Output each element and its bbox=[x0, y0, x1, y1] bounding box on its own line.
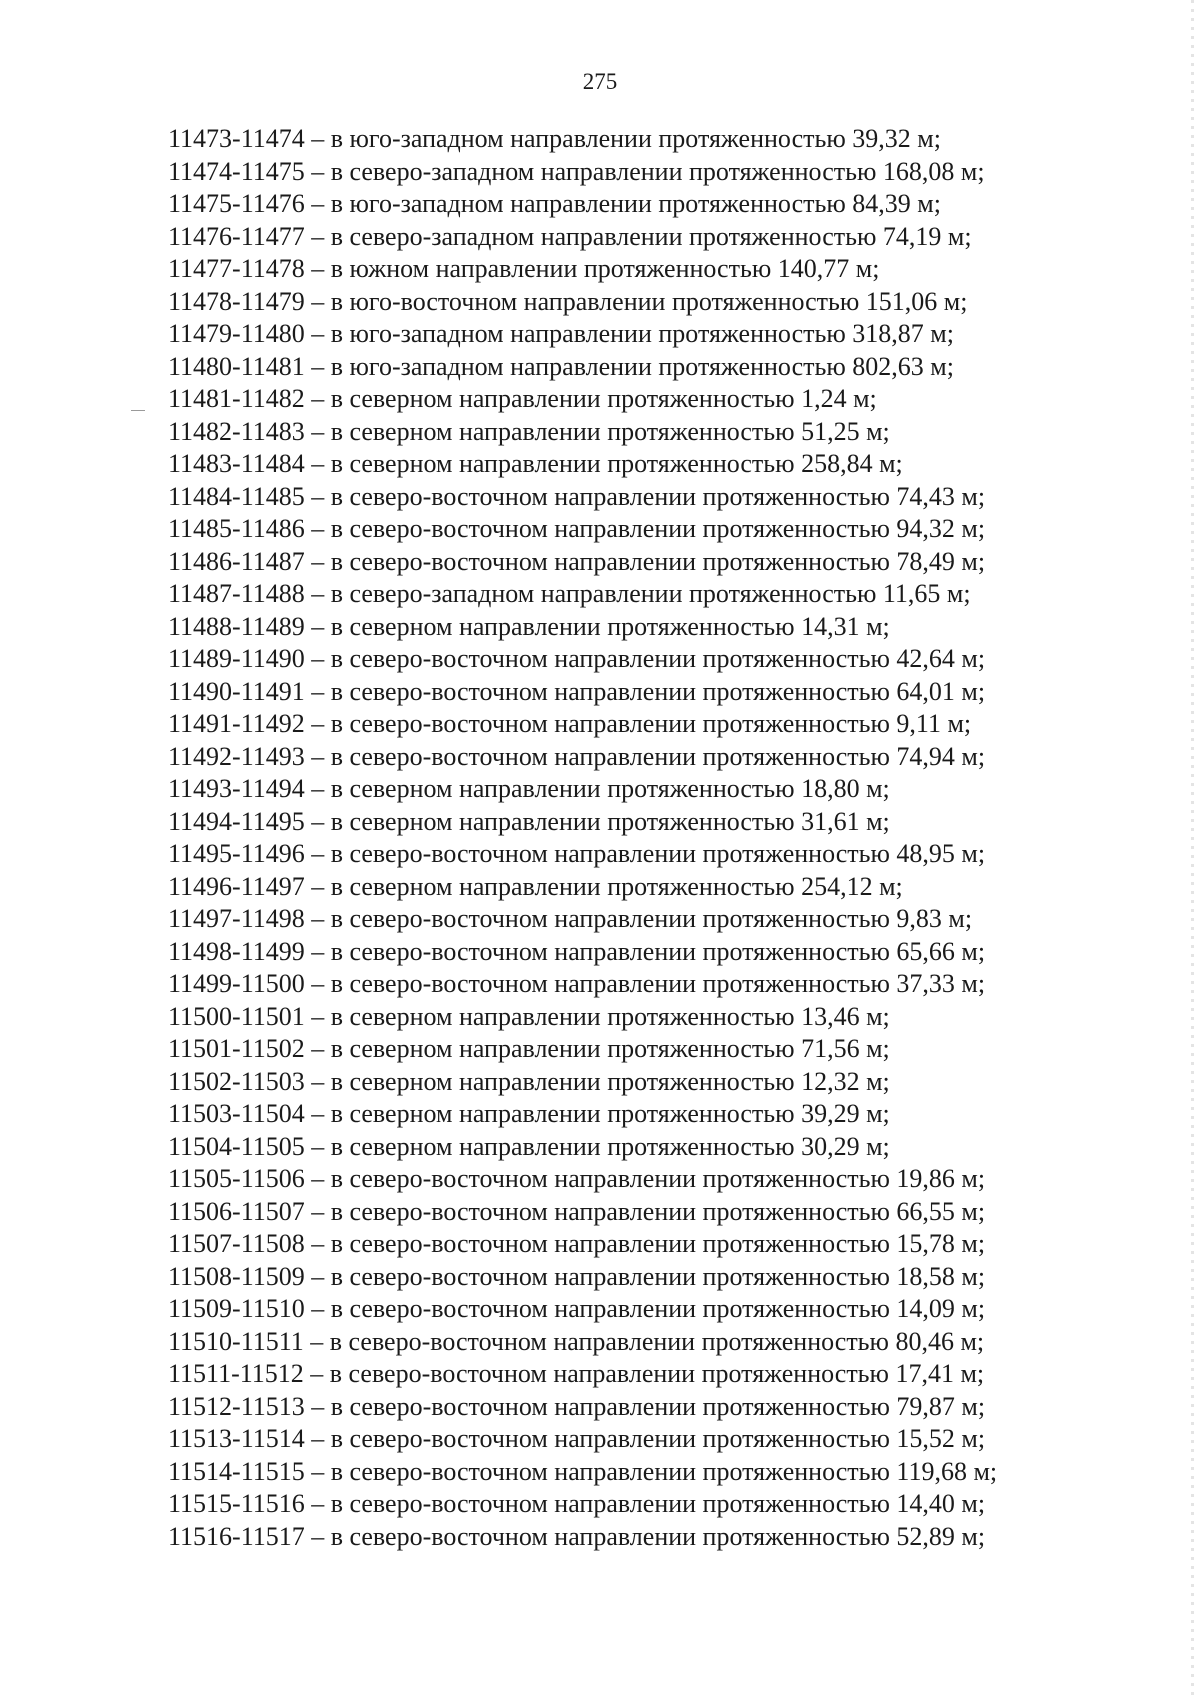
segment-line: 11488-11489 – в северном направлении протяженностью 14,31 м; bbox=[168, 611, 890, 641]
segment-line: 11512-11513 – в северо-восточном направлении протяженностью 79,87 м; bbox=[168, 1391, 986, 1421]
segment-line: 11515-11516 – в северо-восточном направлении протяженностью 14,40 м; bbox=[168, 1489, 986, 1518]
segment-line: 11492-11493 – в северо-восточном направлении протяженностью 74,94 м; bbox=[168, 741, 986, 771]
segment-line: 11510-11511 – в северо-восточном направлении протяженностью 80,46 м; bbox=[168, 1326, 985, 1356]
segment-line: 11499-11500 – в северо-восточном направлении протяженностью 37,33 м; bbox=[168, 969, 986, 998]
boundary-segments-list bbox=[168, 123, 997, 1553]
segment-line: 11485-11486 – в северо-восточном направлении протяженностью 94,32 м; bbox=[168, 514, 986, 543]
segment-line: 11500-11501 – в северном направлении протяженностью 13,46 м; bbox=[168, 1001, 890, 1031]
page-number: 275 bbox=[582, 69, 618, 94]
segment-line: 11509-11510 – в северо-восточном направлении протяженностью 14,09 м; bbox=[168, 1294, 986, 1323]
scan-edge-artifact bbox=[1191, 0, 1194, 1696]
segment-line: 11473-11474 – в юго-западном направлении протяженностью 39,32 м; bbox=[168, 124, 941, 153]
segment-line: 11487-11488 – в северо-западном направлении протяженностью 11,65 м; bbox=[168, 579, 971, 608]
segment-line: 11478-11479 – в юго-восточном направлении протяженностью 151,06 м; bbox=[168, 286, 968, 316]
segment-line: 11506-11507 – в северо-восточном направлении протяженностью 66,55 м; bbox=[168, 1196, 986, 1226]
segment-line: 11498-11499 – в северо-восточном направлении протяженностью 65,66 м; bbox=[168, 936, 986, 966]
segment-line: 11514-11515 – в северо-восточном направлении протяженностью 119,68 м; bbox=[168, 1456, 998, 1486]
segment-line: 11475-11476 – в юго-западном направлении протяженностью 84,39 м; bbox=[168, 189, 941, 218]
segment-line: 11503-11504 – в северном направлении протяженностью 39,29 м; bbox=[168, 1099, 890, 1128]
segment-line: 11507-11508 – в северо-восточном направлении протяженностью 15,78 м; bbox=[168, 1229, 986, 1258]
segment-line: 11480-11481 – в юго-западном направлении протяженностью 802,63 м; bbox=[168, 351, 954, 381]
segment-line: 11474-11475 – в северо-западном направлении протяженностью 168,08 м; bbox=[168, 156, 985, 186]
segment-line: 11490-11491 – в северо-восточном направлении протяженностью 64,01 м; bbox=[168, 676, 986, 706]
segment-line: 11479-11480 – в юго-западном направлении протяженностью 318,87 м; bbox=[168, 319, 954, 348]
segment-line: 11505-11506 – в северо-восточном направлении протяженностью 19,86 м; bbox=[168, 1164, 986, 1193]
segment-line: 11508-11509 – в северо-восточном направлении протяженностью 18,58 м; bbox=[168, 1261, 986, 1291]
segment-line: 11484-11485 – в северо-восточном направлении протяженностью 74,43 м; bbox=[168, 481, 986, 511]
segment-line: 11501-11502 – в северном направлении протяженностью 71,56 м; bbox=[168, 1034, 890, 1063]
segment-line: 11476-11477 – в северо-западном направлении протяженностью 74,19 м; bbox=[168, 221, 972, 251]
segment-line: 11483-11484 – в северном направлении протяженностью 258,84 м; bbox=[168, 449, 903, 478]
segment-line: 11495-11496 – в северо-восточном направлении протяженностью 48,95 м; bbox=[168, 839, 986, 868]
segment-line: 11511-11512 – в северо-восточном направлении протяженностью 17,41 м; bbox=[168, 1359, 985, 1388]
segment-line: 11496-11497 – в северном направлении протяженностью 254,12 м; bbox=[168, 871, 903, 901]
segment-line: 11493-11494 – в северном направлении протяженностью 18,80 м; bbox=[168, 774, 890, 803]
scan-mark-artifact bbox=[131, 410, 145, 411]
segment-line: 11477-11478 – в южном направлении протяженностью 140,77 м; bbox=[168, 254, 880, 283]
segment-line: 11491-11492 – в северо-восточном направлении протяженностью 9,11 м; bbox=[168, 709, 972, 738]
segment-line: 11504-11505 – в северном направлении протяженностью 30,29 м; bbox=[168, 1131, 890, 1161]
segment-line: 11513-11514 – в северо-восточном направлении протяженностью 15,52 м; bbox=[168, 1424, 986, 1453]
segment-line: 11486-11487 – в северо-восточном направлении протяженностью 78,49 м; bbox=[168, 546, 986, 576]
segment-line: 11481-11482 – в северном направлении протяженностью 1,24 м; bbox=[168, 384, 877, 413]
segment-line: 11497-11498 – в северо-восточном направлении протяженностью 9,83 м; bbox=[168, 904, 973, 933]
segment-line: 11502-11503 – в северном направлении протяженностью 12,32 м; bbox=[168, 1066, 890, 1096]
segment-line: 11489-11490 – в северо-восточном направлении протяженностью 42,64 м; bbox=[168, 644, 986, 673]
segment-line: 11482-11483 – в северном направлении протяженностью 51,25 м; bbox=[168, 416, 890, 446]
segment-line: 11494-11495 – в северном направлении протяженностью 31,61 м; bbox=[168, 806, 890, 836]
segment-line: 11516-11517 – в северо-восточном направлении протяженностью 52,89 м; bbox=[168, 1521, 986, 1551]
